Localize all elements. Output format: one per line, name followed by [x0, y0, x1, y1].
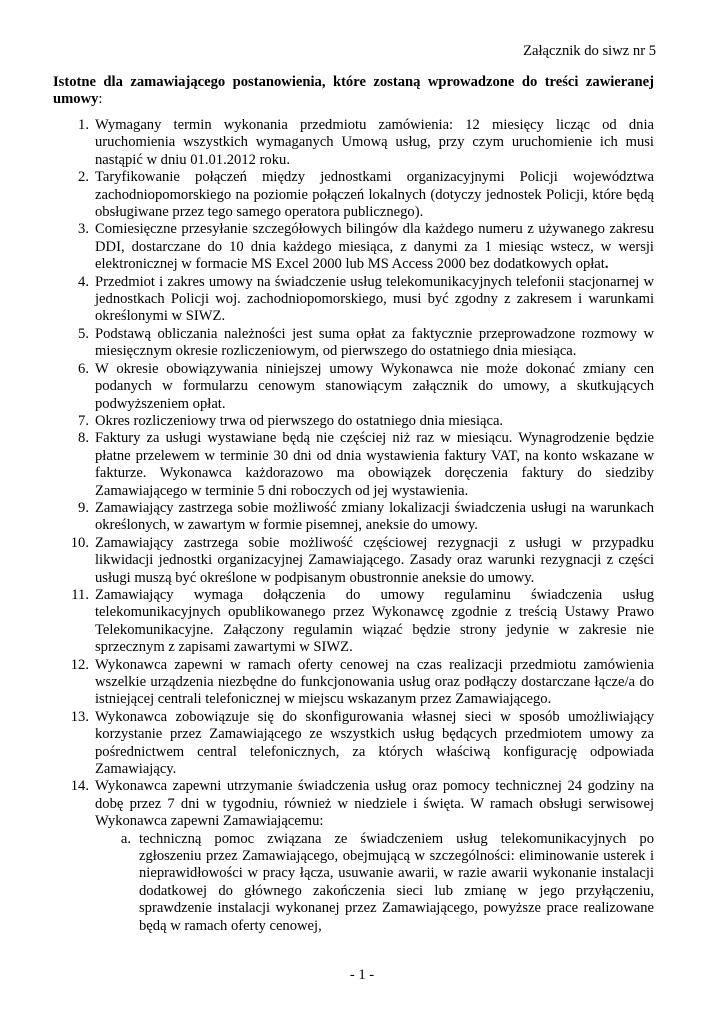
list-item: [70, 778, 654, 935]
item-text: Faktury za usługi wystawiane będą nie częściej niż raz w miesiącu. Wynagrodzenie będzie płatne przelewem w terminie 30 dni od dnia wystawienia faktury VAT, na konto wskazane w fakturze. Wykonawca każdorazowo ma obowiązek doręczenia faktury do siedziby Zamawiającego w terminie 5 dni roboczych od jej wystawienia.: [95, 430, 654, 499]
item-text: Taryfikowanie połączeń między jednostkami organizacyjnymi Policji województwa zachodniopomorskiego na poziomie połączeń lokalnych (dotyczy jednostek Policji, które będą obsługiwane przez tego samego operatora publicznego).: [95, 169, 654, 221]
item-number: 4.: [78, 273, 89, 290]
item-number: 1.: [78, 117, 89, 133]
list-item: [78, 412, 654, 430]
item-text: Zamawiający zastrzega sobie możliwość zmiany lokalizacji świadczenia usługi na warunkach określonych, w zawartym w formie pisemnej, aneksie do umowy.: [95, 499, 654, 534]
item-text: W okresie obowiązywania niniejszej umowy Wykonawca nie może dokonać zmiany cen podanych w formularzu cenowym stanowiącym załącznik do umowy, a skutkujących podwyższeniem opłat.: [95, 360, 654, 412]
list-item: [71, 586, 654, 657]
list-item: [78, 325, 654, 361]
attachment-label: Załącznik do siwz nr 5: [523, 43, 656, 59]
item-number: 11.: [71, 586, 89, 603]
list-item: [78, 273, 654, 326]
item-text: Wykonawca zobowiązuje się do skonfigurowania własnej sieci w sposób umożliwiający korzystanie przez Zamawiającego ze wszystkich usług będących przedmiotem umowy za pośrednictwem central telefonicznych, za których właściwą konfigurację odpowiada Zamawiający.: [95, 708, 654, 778]
item-number: 2.: [78, 169, 89, 186]
item-number: 8.: [78, 430, 89, 447]
item-number: 6.: [78, 360, 89, 377]
item-text: Okres rozliczeniowy trwa od pierwszego do ostatniego dnia miesiąca.: [95, 412, 504, 429]
item-number: 9.: [78, 499, 89, 516]
item-text-tail: .: [604, 256, 609, 273]
item-text: Wymagany termin wykonania przedmiotu zamówienia: 12 miesięcy licząc od dnia uruchomienia wszystkich wymaganych Umową usług, przy czym uruchomienie ich musi nastąpić w dniu 01.01.2012 roku.: [95, 117, 654, 168]
list-item: [78, 117, 654, 169]
item-text: Podstawą obliczania należności jest suma opłat za faktycznie przeprowadzone rozmowy w miesięcznym okresie rozliczeniowym, od pierwszego do ostatniego dnia miesiąca.: [95, 325, 654, 360]
item-number: 5.: [78, 325, 89, 342]
subitem-text: techniczną pomoc związana ze świadczeniem usług telekomunikacyjnych po zgłoszeniu przez Zamawiającego, obejmującą w szczególności: eliminowanie usterek i nieprawidłowości w pracy łącza, usuwanie awarii, w razie awarii wykonanie instalacji dodatkowej do głównego zakończenia sieci lub zmianę w jego przyłączeniu, sprawdzenie instalacji wykonanej przez Zamawiającego, powyższe prace realizowane będą w ramach oferty cenowej,: [139, 830, 654, 934]
item-number: 10.: [70, 534, 89, 551]
heading-text: Istotne dla zamawiającego postanowienia, które zostaną wprowadzone do treści zawieranej umowy: [53, 74, 654, 108]
list-item: [78, 430, 654, 500]
item-text: Wykonawca zapewni w ramach oferty cenowej na czas realizacji przedmiotu zamówienia wszelkie urządzenia niezbędne do funkcjonowania usług oraz podłączy dostarczane łącze/a do istniejącej centrali telefonicznej w miejscu wskazanym przez Zamawiającego.: [95, 656, 654, 708]
item-number: 12.: [70, 656, 89, 673]
list-item: [70, 708, 654, 779]
list-item: [78, 499, 654, 535]
subitem-letter: a.: [120, 830, 131, 847]
provisions-list: [0, 117, 724, 935]
item-text: Przedmiot i zakres umowy na świadczenie usług telekomunikacyjnych telefonii stacjonarnej w jednostkach Policji woj. zachodniopomorskiego, musi być zgodny z zakresem i warunkami określonymi w SIWZ.: [95, 273, 654, 325]
list-item: [70, 656, 654, 709]
item-text: Zamawiający zastrzega sobie możliwość częściowej rezygnacji z usługi w przypadku likwidacji jednostki organizacyjnej Zamawiającego. Zasady oraz warunki rezygnacji z części usługi muszą być określone w podpisanym obustronnie aneksie do umowy.: [95, 534, 654, 586]
list-item: [78, 169, 654, 221]
service-sublist: [95, 831, 654, 935]
item-text: Zamawiający wymaga dołączenia do umowy regulaminu świadczenia usług telekomunikacyjnych opublikowanego przez Wykonawcę zgodnie z treścią Ustawy Prawo Telekomunikacyjne. Załączony regulamin wiązać będzie strony jedynie w zakresie nie sprzecznym z zapisami zawartymi w SIWZ.: [95, 586, 654, 656]
item-number: 3.: [78, 221, 89, 238]
heading-colon: :: [98, 91, 103, 108]
item-number: 7.: [78, 412, 89, 429]
item-text: Wykonawca zapewni utrzymanie świadczenia usług oraz pomocy technicznej 24 godziny na dobę przez 7 dni w tygodniu, również w niedziele i święta. W ramach obsługi serwisowej Wykonawca zapewni Zamawiającemu:: [95, 778, 654, 830]
item-text: Comiesięczne przesyłanie szczegółowych bilingów dla każdego numeru z używanego zakresu DDI, dostarczane do 10 dnia każdego miesiąca, z danymi za 1 miesiąc wstecz, w wersji elektronicznej w formacie MS Excel 2000 lub MS Access 2000 bez dodatkowych opłat: [95, 221, 654, 273]
item-number: 13.: [70, 708, 89, 725]
document-heading: [53, 74, 654, 109]
list-item: [78, 221, 654, 273]
list-item: [70, 534, 654, 587]
item-number: 14.: [70, 778, 89, 795]
page-number: - 1 -: [349, 967, 375, 983]
sublist-item: [120, 830, 654, 935]
list-item: [78, 360, 654, 413]
